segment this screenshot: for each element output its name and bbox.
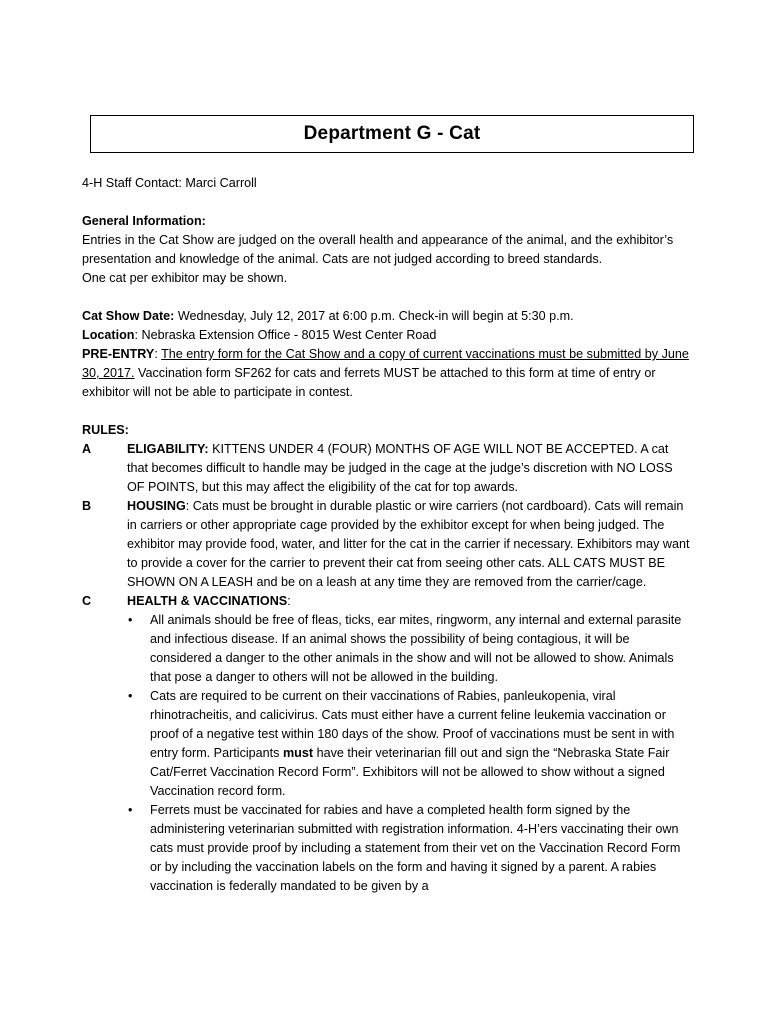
bullet-text-vaccinations <box>150 687 692 801</box>
show-date-value: Wednesday, July 12, 2017 at 6:00 p.m. Check-in will begin at 5:30 p.m. <box>174 309 574 323</box>
list-item <box>127 687 692 801</box>
rule-a <box>82 440 692 497</box>
bullet-text-ferrets: Ferrets must be vaccinated for rabies and have a completed health form signed by the administering veterinarian submitted with registration information. 4-H’ers vaccinating their own cats must provide proof by including a statement from their vet on the Vaccination Record Form or by including the vaccination labels on the form and having it signed by a parent. A rabies vaccination is federally mandated to be given by a <box>150 803 681 893</box>
rule-a-body <box>127 440 692 497</box>
rule-letter-a: A <box>82 442 92 456</box>
rule-letter-c: C <box>82 594 92 608</box>
general-info-text-2: One cat per exhibitor may be shown. <box>82 271 288 285</box>
pre-entry-rest: Vaccination form SF262 for cats and ferrets MUST be attached to this form at time of entry or exhibitor will not be able to participate in contest. <box>82 366 656 399</box>
document-body <box>82 174 692 896</box>
show-date <box>82 307 692 326</box>
rule-c-body <box>127 592 692 896</box>
pre-entry <box>82 345 692 402</box>
show-date-label: Cat Show Date: <box>82 309 175 323</box>
bullet-text-vaccinations-must: must <box>282 746 314 760</box>
rule-b-title: HOUSING <box>127 499 186 513</box>
location-label: Location <box>82 328 135 342</box>
pre-entry-deadline: The entry form for the Cat Show and a copy of current vaccinations must be submitted by June 30, 2017. <box>82 347 689 380</box>
page-title: Department G - Cat <box>303 123 481 144</box>
general-info-text: Entries in the Cat Show are judged on the overall health and appearance of the animal, and the exhibitor’s presentation and knowledge of the animal. Cats are not judged according to breed standards. <box>82 233 674 266</box>
bullet-icon: • <box>128 689 133 703</box>
location <box>82 326 692 345</box>
health-bullet-list <box>127 611 692 896</box>
location-value: : Nebraska Extension Office - 8015 West Center Road <box>134 328 437 342</box>
rule-b <box>82 497 692 592</box>
rule-b-body <box>127 497 692 592</box>
bullet-text-vaccinations-post: have their veterinarian fill out and sign the “Nebraska State Fair Cat/Ferret Vaccination Record Form”. Exhibitors will not be allowed to show without a signed Vaccination record form. <box>150 746 670 798</box>
rule-letter-b: B <box>82 499 92 513</box>
rule-c-title: HEALTH & VACCINATIONS <box>127 594 288 608</box>
rule-c <box>82 592 692 896</box>
list-item <box>127 801 692 896</box>
bullet-icon: • <box>128 803 133 817</box>
list-item <box>127 611 692 687</box>
rule-a-text: KITTENS UNDER 4 (FOUR) MONTHS OF AGE WILL NOT BE ACCEPTED. A cat that becomes difficult to handle may be judged in the cage at the judge’s discretion with NO LOSS OF POINTS, but this may affect the eligibility of the cat for top awards. <box>127 442 673 494</box>
rule-a-title: ELIGABILITY: <box>127 442 209 456</box>
bullet-text-parasites: All animals should be free of fleas, ticks, ear mites, ringworm, any internal and external parasite and infectious disease. If an animal shows the possibility of being contagious, it will be considered a danger to the other animals in the show and will not be allowed to show. Animals that pose a danger to others will not be allowed in the building. <box>150 613 682 684</box>
pre-entry-colon: : <box>154 347 162 361</box>
rules-heading: RULES: <box>82 423 129 437</box>
staff-contact: 4-H Staff Contact: Marci Carroll <box>82 176 257 190</box>
bullet-icon: • <box>128 613 133 627</box>
rule-b-text: : Cats must be brought in durable plastic or wire carriers (not cardboard). Cats will remain in carriers or other appropriate cage provided by the exhibitor except for when being judged. The exhibitor may provide food, water, and litter for the cat in the carrier if necessary. Exhibitors may want to provide a cover for the carrier to prevent their cat from seeing other cats. ALL CATS MUST BE SHOWN ON A LEASH and be on a leash at any time they are removed from the carrier/cage. <box>127 499 690 589</box>
general-info-heading: General Information: <box>82 214 206 228</box>
title-box <box>90 115 694 153</box>
rule-c-colon: : <box>287 594 291 608</box>
bullet-text-vaccinations-pre: Cats are required to be current on their vaccinations of Rabies, panleukopenia, viral rhinotracheitis, and calicivirus. Cats must either have a current feline leukemia vaccination or proof of a negative test within 180 days of the show. Proof of vaccinations must be sent in with entry form. Participants <box>150 689 675 760</box>
pre-entry-label: PRE-ENTRY <box>82 347 155 361</box>
